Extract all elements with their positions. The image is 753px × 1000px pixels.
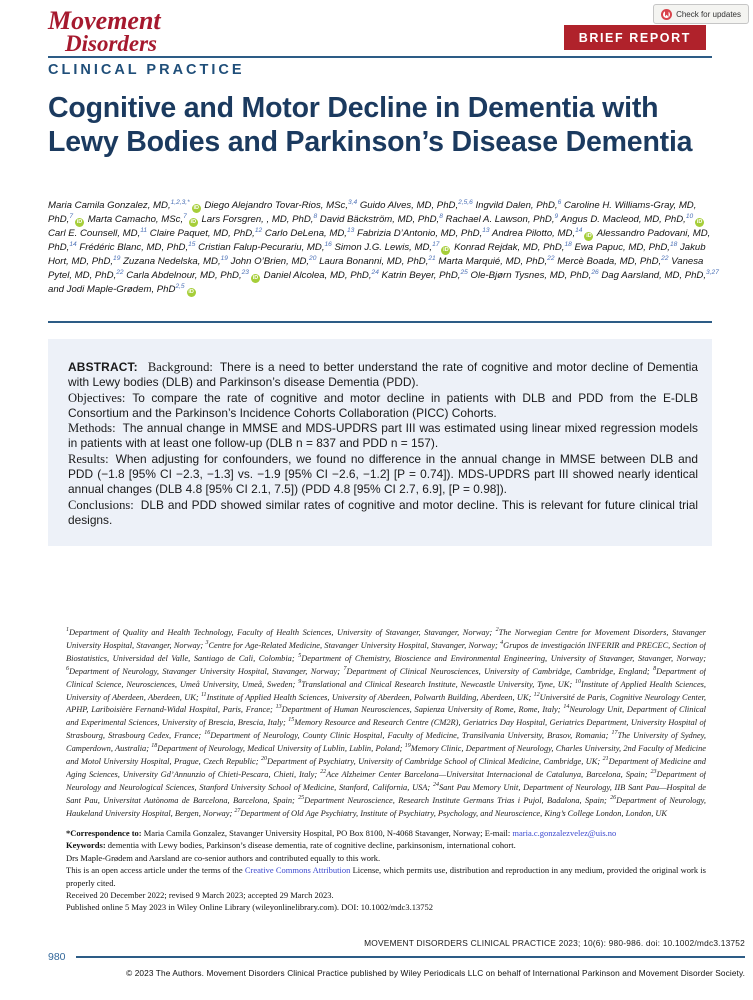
author-name: Vanesa Pytel, MD, PhD, — [48, 256, 704, 281]
crossmark-icon — [661, 9, 672, 20]
affiliation-superscript: 20 — [260, 756, 267, 763]
cc-license-link[interactable]: Creative Commons Attribution — [244, 865, 351, 876]
affiliation-text: Department of Clinical Science, Neurosciences, Umeå University, Umeå, Sweden; — [66, 666, 706, 689]
orcid-icon[interactable]: iD — [76, 219, 83, 225]
abstract-heading: ABSTRACT: — [68, 360, 138, 374]
orcid-icon[interactable]: iD — [190, 219, 197, 225]
author-superscript: 16 — [324, 240, 332, 248]
abstract-section-text: When adjusting for confounders, we found no difference in the annual change in MMSE between DLB and PDD (−1.8 [95% CI −2.3, −1.3] vs. −1.9 [95% CI −2.6, −1.2] [P = 0.74]). MDS-UPDRS part III showed nearly identical annual changes (DLB 4.8 [95% CI 2.1, 7.5]) (PDD 4.8 [95% CI 2.7, 6.9], [P = 0.98]). — [68, 451, 698, 497]
author — [48, 200, 202, 211]
affiliation-text: Department of Neurology, County Clinic Hospital, Faculty of Medicine, Transilvania University, Brasov, Romania; — [210, 731, 612, 741]
abstract-section-text: There is a need to better understand the rate of cognitive and motor decline of Dementia with Lewy bodies (DLB) and Parkinson’s disease Dementia (PDD). — [68, 360, 698, 390]
affiliation-text: Ace Alzheimer Center Barcelona—Universitat Internacional de Catalunya, Barcelona, Spain; — [326, 769, 651, 779]
affiliation-superscript: 14 — [563, 704, 570, 711]
author-superscript: 26 — [591, 268, 599, 276]
footer-rule-row — [48, 951, 745, 963]
author-name: Carla Abdelnour, MD, PhD, — [126, 269, 242, 281]
orcid-icon[interactable]: iD — [188, 288, 194, 295]
keywords-note — [66, 839, 706, 851]
cosenior-note: Drs Maple-Grødem and Aarsland are co-senior authors and contributed equally to this work. — [66, 852, 381, 863]
author-name: John O’Brien, MD, — [230, 256, 310, 267]
author — [231, 256, 317, 267]
affiliation-superscript: 10 — [575, 678, 582, 685]
author-name: Laura Bonanni, MD, PhD, — [319, 256, 429, 267]
author-name: Lars Forsgren, , MD, PhD, — [201, 214, 314, 225]
affiliation-superscript: 16 — [204, 730, 211, 737]
affiliation-superscript: 9 — [298, 678, 302, 685]
published-note: Published online 5 May 2023 in Wiley Online Library (wileyonlinelibrary.com). DOI: 10.1002/mdc3.13752 — [66, 902, 433, 913]
affiliations — [66, 627, 706, 825]
author-name: Dag Aarsland, MD, PhD, — [601, 269, 707, 281]
author — [454, 242, 572, 253]
affiliation-superscript: 13 — [275, 704, 282, 711]
affiliation-superscript: 1 — [66, 627, 69, 634]
orcid-icon[interactable]: iD — [443, 247, 449, 253]
author-name: Andrea Pilotto, MD, — [491, 228, 576, 239]
correspondence-email-link[interactable]: maria.c.gonzalezvelez@uis.no — [512, 828, 617, 838]
author-name: Frédéric Blanc, MD, PhD, — [79, 242, 189, 253]
author-list — [48, 199, 720, 297]
affiliation-superscript: 27 — [234, 807, 241, 814]
author — [79, 242, 195, 253]
affiliation-text: Institute of Applied Health Sciences, University of Aberdeen, Aberdeen, UK; — [66, 679, 706, 702]
check-for-updates-label: Check for updates — [676, 9, 741, 19]
correspondence-label: *Correspondence to: — [66, 828, 142, 838]
author — [48, 284, 197, 295]
journal-citation: MOVEMENT DISORDERS CLINICAL PRACTICE 2023; 10(6): 980-986. doi: 10.1002/mdc3.13752 — [364, 938, 745, 948]
affiliation-text: Université de Paris, Cognitive Neurology Center, APHP, Lariboisière Fernand-Widal Hospital, Paris, France; — [66, 692, 706, 715]
abstract-section-text: The annual change in MMSE and MDS-UPDRS part III was estimated using linear mixed regression models in patients with at least one follow-up (DLB n = 837 and PDD n = 157). — [68, 421, 698, 451]
author — [574, 242, 677, 253]
affiliation-superscript: 12 — [533, 691, 540, 698]
affiliation-text: Department of Quality and Health Technology, Faculty of Health Sciences, University of Stavanger, Stavanger, Norway; — [69, 628, 496, 637]
author-name: Carl E. Counsell, MD, — [48, 228, 141, 239]
open-access-note — [66, 864, 706, 889]
author-superscript: 8 — [313, 212, 318, 220]
author-name: Carlo DeLena, MD, — [264, 228, 347, 239]
abstract-section — [68, 360, 698, 391]
footer-divider — [76, 956, 745, 958]
orcid-icon[interactable]: iD — [193, 205, 199, 211]
affiliation-text: Department of Clinical Neurosciences, University of Cambridge, Cambridge, England; — [346, 666, 654, 676]
affiliation-superscript: 8 — [653, 665, 657, 672]
keywords-label: Keywords: — [66, 840, 106, 851]
author-name: Caroline H. Williams-Gray, MD, PhD, — [48, 200, 697, 225]
author-name: Ole-Bjørn Tysnes, MD, PhD, — [470, 269, 592, 281]
affiliation-text: Institute of Applied Health Sciences, University of Aberdeen, Polwarth Building, Aberdeen, UK; — [206, 692, 534, 702]
author-superscript: 9 — [554, 212, 559, 220]
author-name: Ewa Papuc, MD, PhD, — [574, 242, 670, 253]
author-superscript: 2,5 — [175, 282, 185, 290]
author-name: Jakub Hort, MD, PhD, — [48, 242, 706, 267]
author — [150, 228, 262, 239]
open-access-post: License, which permits use, distribution and reproduction in any medium, provided the original work is properly cited. — [66, 865, 706, 888]
affiliation-superscript: 18 — [151, 743, 158, 750]
affiliation-superscript: 23 — [650, 769, 657, 776]
author-name: Marta Camacho, MSc, — [87, 214, 184, 225]
author-name: Alessandro Padovani, MD, PhD, — [48, 228, 711, 253]
author — [382, 270, 468, 281]
author-superscript: 13 — [346, 226, 355, 234]
received-note: Received 20 December 2022; revised 9 March 2023; accepted 29 March 2023. — [66, 890, 334, 901]
affiliation-text: Translational and Clinical Research Institute, Newcastle University, Tyne, UK; — [301, 679, 576, 689]
affiliation-superscript: 5 — [298, 653, 302, 660]
affiliation-superscript: 7 — [343, 665, 347, 672]
author-superscript: 14 — [69, 240, 77, 248]
author-superscript: 7 — [69, 212, 74, 220]
abstract-section-text: DLB and PDD showed similar rates of cognitive and motor decline. This is relevant for future clinical trial designs. — [68, 497, 698, 527]
affiliation-text: Department of Human Neurosciences, Sapienza University of Rome, Rome, Italy; — [281, 705, 564, 715]
affiliation-text: Memory Clinic, Department of Neurology, Charles University, 2nd Faculty of Medicine and Motol University Hospital, Prague, Czech Republic; — [66, 744, 706, 767]
affiliation-text: Grupos de investigación INFERIR and PRECEC, Section of Biostatistics, Universidad del Valle, Santiago de Cali, Colombia; — [66, 640, 706, 663]
author-name: Cristian Falup-Pecurariu, MD, — [198, 242, 325, 253]
affiliation-superscript: 15 — [288, 717, 295, 724]
affiliation-superscript: 21 — [602, 756, 609, 763]
author-superscript: 19 — [220, 254, 228, 262]
author — [492, 228, 595, 239]
author-name: Diego Alejandro Tovar-Rios, MSc, — [204, 200, 348, 211]
author-name: David Bäckström, MD, PhD, — [319, 214, 440, 225]
abstract-section — [68, 421, 698, 452]
author — [198, 242, 332, 253]
author — [335, 242, 452, 253]
page-footer — [48, 938, 745, 978]
author — [88, 214, 199, 225]
copyright-line: © 2023 The Authors. Movement Disorders Clinical Practice published by Wiley Periodicals LLC on behalf of International Parkinson and Movement Disorder Society. — [126, 968, 745, 978]
author-superscript: 21 — [428, 254, 436, 262]
affiliation-superscript: 2 — [495, 627, 499, 634]
open-access-pre: This is an open access article under the terms of the — [66, 865, 245, 876]
orcid-icon[interactable]: iD — [696, 219, 703, 225]
affiliation-text: Department of Chemistry, Bioscience and Environmental Engineering, University of Stavanger, Stavanger, Norway; — [301, 653, 706, 663]
correspondence-note — [66, 827, 706, 839]
abstract-section — [68, 498, 698, 529]
abstract-section-label: Methods: — [68, 421, 116, 436]
author-name: Angus D. Macleod, MD, PhD, — [560, 214, 686, 225]
author — [357, 228, 490, 239]
affiliation-text: Department of Neurology, Haukeland University Hospital, Bergen, Norway; — [66, 795, 706, 818]
affiliation-superscript: 19 — [404, 743, 411, 750]
journal-logo — [48, 6, 161, 56]
journal-logo-line2: Disorders — [65, 30, 158, 56]
brief-report-banner: BRIEF REPORT — [564, 25, 706, 50]
article-notes — [66, 827, 706, 914]
author — [557, 256, 668, 267]
affiliation-text: Neurology Unit, Department of Clinical and Experimental Sciences, University of Brescia, Brescia, Italy; — [66, 705, 706, 728]
author-superscript: 15 — [188, 240, 196, 248]
page-number: 980 — [48, 951, 66, 963]
author — [360, 200, 473, 211]
affiliation-superscript: 26 — [610, 794, 617, 801]
journal-logo-line1: Movement — [48, 6, 161, 35]
author-superscript: 13 — [482, 226, 490, 234]
affiliation-text: Department of Old Age Psychiatry, Institute of Psychiatry, Psychology, and Neuroscience, King’s College London, London, UK — [240, 808, 668, 818]
author — [265, 228, 354, 239]
affiliation-superscript: 3 — [205, 640, 209, 647]
author — [446, 214, 559, 225]
author-superscript: 25 — [460, 268, 468, 276]
author-name: Marta Marquié, MD, PhD, — [438, 256, 548, 267]
author-name: Ingvild Dalen, PhD, — [475, 200, 558, 211]
author-superscript: 6 — [557, 198, 562, 206]
abstract-section — [68, 391, 698, 422]
correspondence-text: Maria Camila Gonzalez, Stavanger University Hospital, PO Box 8100, N-4068 Stavanger, Norway; E-mail: — [141, 828, 513, 838]
abstract-section-text: To compare the rate of cognitive and motor decline in patients with DLB and PDD from the E-DLB Consortium and the Parkinson’s Incidence Cohorts Collaboration (PICC) Cohorts. — [68, 390, 698, 420]
orcid-icon[interactable]: iD — [586, 233, 592, 239]
affiliation-text: Memory Resource and Research Centre (CM2R), Geriatrics Day Hospital, Geriatrics Department, University Hospital of Strasbourg, Strasbourg Cedex, France; — [66, 718, 706, 741]
author-superscript: 3,27 — [706, 268, 719, 276]
affiliation-text: Centre for Age-Related Medicine, Stavanger University Hospital, Stavanger, Norway; — [208, 640, 501, 650]
author — [123, 256, 228, 267]
author — [264, 270, 379, 281]
author-name: Konrad Rejdak, MD, PhD, — [454, 242, 565, 253]
author-superscript: 22 — [116, 268, 124, 276]
author-name: Rachael A. Lawson, PhD, — [445, 214, 555, 225]
abstract-section-label: Results: — [68, 451, 109, 466]
author-superscript: 19 — [113, 254, 121, 262]
header-divider — [48, 56, 712, 58]
affiliation-text: Department of Neurology, Medical University of Lublin, Lublin, Poland; — [157, 744, 405, 754]
check-for-updates-badge[interactable] — [653, 4, 749, 24]
abstract-divider — [48, 321, 712, 323]
author — [201, 214, 317, 225]
author-superscript: 11 — [140, 226, 148, 234]
author-superscript: 7 — [183, 212, 187, 220]
author — [601, 270, 719, 281]
author — [319, 256, 436, 267]
author-superscript: 22 — [547, 254, 555, 262]
affiliation-text: Department of Medicine and Aging Sciences, University Gd’Annunzio of Chieti-Pescara, Chieti, Italy; — [66, 757, 706, 779]
article-title: Cognitive and Motor Decline in Dementia with Lewy Bodies and Parkinson’s Disease Dementia — [48, 92, 693, 158]
author-superscript: 10 — [685, 212, 694, 220]
orcid-icon[interactable]: iD — [252, 274, 259, 281]
affiliation-text: Department Neuroscience, Research Institute Germans Trias i Pujol, Badalona, Spain; — [304, 795, 611, 805]
author-name: Maria Camila Gonzalez, MD, — [48, 200, 171, 211]
author-superscript: 14 — [575, 226, 583, 234]
abstract-section-label: Objectives: — [68, 390, 126, 405]
author — [126, 270, 261, 281]
journal-subtitle: CLINICAL PRACTICE — [48, 62, 245, 78]
author-superscript: 3,4 — [348, 198, 358, 206]
author-name: Simon J.G. Lewis, MD, — [334, 242, 433, 253]
affiliation-text: Sant Pau Memory Unit, Department of Neurology, IIB Sant Pau—Hospital de Sant Pau, Universitat Autònoma de Barcelona, Barcelona, Spain; — [66, 782, 706, 805]
author — [48, 228, 147, 239]
author-superscript: 18 — [564, 240, 572, 248]
author — [470, 270, 598, 281]
author — [475, 200, 561, 211]
author-superscript: 23 — [241, 268, 249, 276]
affiliation-superscript: 6 — [66, 665, 69, 672]
affiliation-superscript: 4 — [500, 640, 504, 647]
author-superscript: 1,2,3,* — [170, 198, 190, 206]
abstract-section — [68, 452, 698, 498]
affiliation-text: Department of Psychiatry, University of Cambridge School of Clinical Medicine, Cambridge, UK; — [266, 757, 603, 767]
author — [438, 256, 554, 267]
author-superscript: 12 — [254, 226, 263, 234]
affiliation-superscript: 11 — [201, 691, 207, 698]
author-name: Mercè Boada, MD, PhD, — [557, 256, 662, 267]
author — [204, 200, 357, 211]
affiliation-text: Department of Neurology and Neurological Sciences, Stanford University School of Medicine, Stanford, California, USA; — [66, 769, 706, 792]
abstract-body — [68, 360, 698, 528]
author — [561, 214, 706, 225]
author-superscript: 22 — [661, 254, 669, 262]
author-superscript: 2,5,6 — [458, 198, 473, 206]
abstract-section-label: Conclusions: — [68, 497, 134, 512]
author-superscript: 24 — [371, 268, 379, 276]
affiliation-text: Department of Neurology, Stavanger University Hospital, Stavanger, Norway; — [69, 666, 344, 676]
author-name: Zuzana Nedelska, MD, — [123, 256, 221, 267]
author-name: Katrin Beyer, PhD, — [381, 269, 461, 281]
affiliation-text: The University of Sydney, Camperdown, Australia; — [66, 731, 706, 754]
author-superscript: 18 — [669, 240, 678, 248]
author-name: Guido Alves, MD, PhD, — [359, 200, 459, 211]
author-superscript: 17 — [432, 240, 440, 248]
author-name: Claire Paquet, MD, PhD, — [149, 228, 255, 239]
abstract-box — [48, 339, 712, 546]
affiliation-superscript: 22 — [320, 769, 327, 776]
author-name: Fabrizia D’Antonio, MD, PhD, — [356, 228, 483, 239]
affiliation-text: The Norwegian Centre for Movement Disorders, Stavanger University Hospital, Stavanger, Norway; — [66, 628, 706, 650]
abstract-section-label: Background: — [147, 360, 213, 374]
author-name: and Jodi Maple-Grødem, PhD — [48, 283, 176, 295]
author-name: Daniel Alcolea, MD, PhD, — [263, 269, 372, 281]
author — [320, 214, 443, 225]
author-superscript: 8 — [439, 212, 443, 220]
author-superscript: 20 — [309, 254, 317, 262]
affiliation-superscript: 17 — [611, 730, 618, 737]
affiliation-superscript: 24 — [432, 782, 439, 789]
keywords-text: dementia with Lewy bodies, Parkinson’s disease dementia, rate of cognitive decline, parkinsonism, international cohort. — [105, 840, 516, 851]
affiliation-superscript: 25 — [298, 794, 305, 801]
